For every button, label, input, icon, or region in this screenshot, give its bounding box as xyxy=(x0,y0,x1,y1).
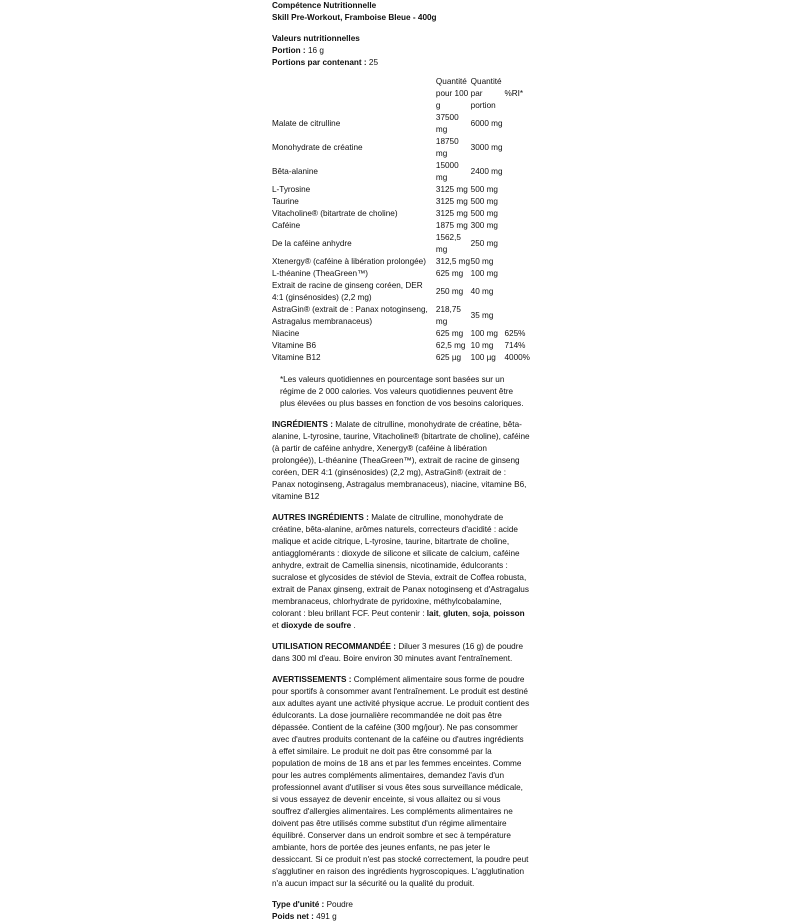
allergen-sep: , xyxy=(438,609,441,618)
nutrition-row xyxy=(272,304,530,328)
portion-line xyxy=(272,45,530,57)
nutrient-name: Monohydrate de créatine xyxy=(272,143,363,152)
unit-type-label: Type d'unité : xyxy=(272,900,325,909)
portion-value: 16 g xyxy=(307,46,324,55)
nutrition-row xyxy=(272,160,530,184)
ingredients-text: Malate de citrulline, monohydrate de créatine, bêta-alanine, L-tyrosine, taurine, Vitacholine® (bitartrate de choline), caféine (à partir de caféine anhydre, Xenergy® (caféine à libération prolongée)), L-théanine (TheaGreen™), extrait de racine de ginseng coréen, DER 4:1 (ginsénosides) (2,2 mg), AstraGin® (extrait de : Panax notoginseng, Astragalus membranaceus), niacine, vitamine B6, vitamine B12 xyxy=(272,420,530,501)
qty-per-100g: 218,75 mg xyxy=(435,305,461,326)
nutrition-heading: Valeurs nutritionnelles xyxy=(272,34,360,43)
ri-percent: 714% xyxy=(504,341,526,350)
other-ingredients-text: Malate de citrulline, monohydrate de créatine, bêta-alanine, arômes naturels, correcteurs d'acidité : acide malique et acide citrique, L-tyrosine, taurine, bitartrate de choline, antiagglomérants : dioxyde de silicone et silicate de calcium, caféine anhydre, extrait de Camellia sinensis, nicotinamide, édulcorants : sucralose et glycosides de stéviol de Stevia, extrait de Coffea robusta, extrait de Panax ginseng, extrait de Panax notoginseng et d'Astragalus membranaceus, chlorhydrate de pyridoxine, méthylcobalamine, colorant : bleu brillant FCF. Peut contenir xyxy=(272,513,529,618)
qty-per-100g: 3125 mg xyxy=(435,185,468,194)
allergen-milk: lait xyxy=(426,609,439,618)
col-header-per-portion: Quantité par portion xyxy=(470,77,502,110)
nutrition-table-header xyxy=(272,76,530,112)
nutrition-row xyxy=(272,268,530,280)
nutrition-table-body xyxy=(272,112,530,364)
other-ingredients-section xyxy=(272,512,530,632)
ri-percent xyxy=(504,304,530,328)
nutrient-name: Vitamine B12 xyxy=(272,353,321,362)
servings-line xyxy=(272,57,530,69)
qty-per-100g: 15000 mg xyxy=(435,161,459,182)
nutrition-row xyxy=(272,136,530,160)
col-header-ri: %RI* xyxy=(504,89,524,98)
nutrition-row xyxy=(272,280,530,304)
nutrient-name: Extrait de racine de ginseng coréen, DER 4:1 (ginsénosides) (2,2 mg) xyxy=(272,281,423,302)
nutrient-name: Xtenergy® (caféine à libération prolongée) xyxy=(272,257,426,266)
ingredients-section xyxy=(272,419,530,503)
unit-type-line xyxy=(272,899,530,911)
qty-per-portion: 500 mg xyxy=(470,209,498,218)
ri-percent xyxy=(504,136,530,160)
ri-percent: 4000% xyxy=(504,353,530,362)
ri-percent xyxy=(504,196,530,208)
nutrition-row xyxy=(272,196,530,208)
qty-per-100g: 312,5 mg xyxy=(435,257,471,266)
qty-per-portion: 100 mg xyxy=(470,269,498,278)
qty-per-100g: 625 mg xyxy=(435,269,464,278)
warnings-label: AVERTISSEMENTS : xyxy=(272,675,352,684)
ri-percent xyxy=(504,268,530,280)
qty-per-portion: 100 µg xyxy=(470,353,496,362)
allergen-sep: , xyxy=(467,609,470,618)
allergen-gluten: gluten xyxy=(443,609,468,618)
qty-per-100g: 1562,5 mg xyxy=(435,233,461,254)
ri-percent xyxy=(504,184,530,196)
qty-per-portion: 500 mg xyxy=(470,185,498,194)
qty-per-portion: 250 mg xyxy=(470,239,498,248)
product-title: Skill Pre-Workout, Framboise Bleue - 400g xyxy=(272,13,437,22)
nutrition-row xyxy=(272,256,530,268)
other-ingredients-label: AUTRES INGRÉDIENTS : xyxy=(272,513,369,522)
ri-percent: 625% xyxy=(504,329,526,338)
brand-name: Compétence Nutritionnelle xyxy=(272,1,377,10)
nutrient-name: Malate de citrulline xyxy=(272,119,341,128)
ri-percent xyxy=(504,220,530,232)
nutrient-name: Vitacholine® (bitartrate de choline) xyxy=(272,209,398,218)
portion-label: Portion : xyxy=(272,46,306,55)
allergen-sep: , xyxy=(488,609,491,618)
nutrient-name: Taurine xyxy=(272,197,299,206)
nutrition-row xyxy=(272,232,530,256)
net-weight-label: Poids net : xyxy=(272,912,314,921)
usage-text: Diluer 3 mesures (16 g) de poudre dans 300 ml d'eau. Boire environ 30 minutes avant l'entraînement. xyxy=(272,642,524,663)
product-description xyxy=(272,0,530,923)
qty-per-100g: 250 mg xyxy=(435,287,464,296)
qty-per-portion: 6000 mg xyxy=(470,119,503,128)
nutrient-name: Vitamine B6 xyxy=(272,341,316,350)
qty-per-100g: 62,5 mg xyxy=(435,341,466,350)
nutrient-name: L-théanine (TheaGreen™) xyxy=(272,269,369,278)
nutrient-name: AstraGin® (extrait de : Panax notoginseng, Astragalus membranaceus) xyxy=(272,305,428,326)
net-weight-value: 491 g xyxy=(316,912,337,921)
qty-per-100g: 625 µg xyxy=(435,353,462,362)
unit-type-value: Poudre xyxy=(326,900,353,909)
usage-section xyxy=(272,641,530,665)
nutrition-row xyxy=(272,340,530,352)
ri-percent xyxy=(504,256,530,268)
qty-per-100g: 3125 mg xyxy=(435,209,468,218)
nutrition-table xyxy=(272,76,530,364)
allergen-sep: et xyxy=(272,621,279,630)
ri-percent xyxy=(504,280,530,304)
daily-value-footnote: *Les valeurs quotidiennes en pourcentage sont basées sur un régime de 2 000 calories. Vos valeurs quotidiennes peuvent être plus élevées ou plus basses en fonction de vos besoins caloriques. xyxy=(280,375,524,408)
nutrition-row xyxy=(272,184,530,196)
qty-per-portion: 3000 mg xyxy=(470,143,503,152)
nutrition-row xyxy=(272,112,530,136)
net-weight-line xyxy=(272,911,530,923)
servings-value: 25 xyxy=(368,58,379,67)
nutrition-row xyxy=(272,220,530,232)
nutrition-row xyxy=(272,352,530,364)
qty-per-portion: 500 mg xyxy=(470,197,498,206)
nutrition-row xyxy=(272,208,530,220)
ri-percent xyxy=(504,160,530,184)
qty-per-portion: 300 mg xyxy=(470,221,498,230)
qty-per-portion: 10 mg xyxy=(470,341,494,350)
allergen-soy: soja xyxy=(472,609,489,618)
qty-per-portion: 35 mg xyxy=(470,311,494,320)
qty-per-100g: 3125 mg xyxy=(435,197,468,206)
allergen-sulfur-dioxide: dioxyde de soufre xyxy=(281,621,352,630)
qty-per-100g: 37500 mg xyxy=(435,113,459,134)
ri-percent xyxy=(504,232,530,256)
ri-percent xyxy=(504,112,530,136)
allergens-intro: : xyxy=(422,609,425,618)
allergens-end: . xyxy=(353,621,356,630)
ingredients-label: INGRÉDIENTS : xyxy=(272,420,333,429)
col-header-per-100g: Quantité pour 100 g xyxy=(435,77,469,110)
usage-label: UTILISATION RECOMMANDÉE : xyxy=(272,642,397,651)
allergen-fish: poisson xyxy=(493,609,525,618)
qty-per-portion: 100 mg xyxy=(470,329,498,338)
qty-per-100g: 18750 mg xyxy=(435,137,459,158)
nutrient-name: De la caféine anhydre xyxy=(272,239,352,248)
nutrient-name: Bêta-alanine xyxy=(272,167,318,176)
nutrient-name: L-Tyrosine xyxy=(272,185,311,194)
qty-per-portion: 40 mg xyxy=(470,287,494,296)
qty-per-100g: 625 mg xyxy=(435,329,464,338)
nutrient-name: Caféine xyxy=(272,221,301,230)
qty-per-portion: 50 mg xyxy=(470,257,494,266)
qty-per-100g: 1875 mg xyxy=(435,221,468,230)
ri-percent xyxy=(504,208,530,220)
nutrition-row xyxy=(272,328,530,340)
servings-label: Portions par contenant : xyxy=(272,58,367,67)
qty-per-portion: 2400 mg xyxy=(470,167,503,176)
warnings-section xyxy=(272,674,530,890)
warnings-text: Complément alimentaire sous forme de poudre pour sportifs à consommer avant l'entraînement. Le produit est destiné aux adultes ayant une activité physique accrue. Le produit contient des édulcorants. La dose journalière recommandée ne doit pas être dépassée. Contient de la caféine (300 mg/jour). Ne pas consommer avec d'autres produits contenant de la caféine ou d'autres ingrédients à effet similaire. Le produit ne doit pas être consommé par la population de moins de 18 ans et par les femmes enceintes. Comme pour les autres compléments alimentaires, demandez l'avis d'un professionnel avant d'utiliser si vous êtes sous surveillance médicale, si vous essayez de devenir enceinte, si vous allaitez ou si vous souffrez d'allergies alimentaires. Les compléments alimentaires ne doivent pas être utilisés comme substitut d'un régime alimentaire équilibré. Conserver dans un endroit sombre et sec à température ambiante, hors de portée des jeunes enfants, ne pas jeter le dessiccant. Si ce produit n'est pas stocké correctement, la poudre peut s'agglutiner en raison des ingrédients hygroscopiques. L'agglutination n'a aucun impact sur la sécurité ou la qualité du produit. xyxy=(272,675,530,888)
nutrient-name: Niacine xyxy=(272,329,300,338)
